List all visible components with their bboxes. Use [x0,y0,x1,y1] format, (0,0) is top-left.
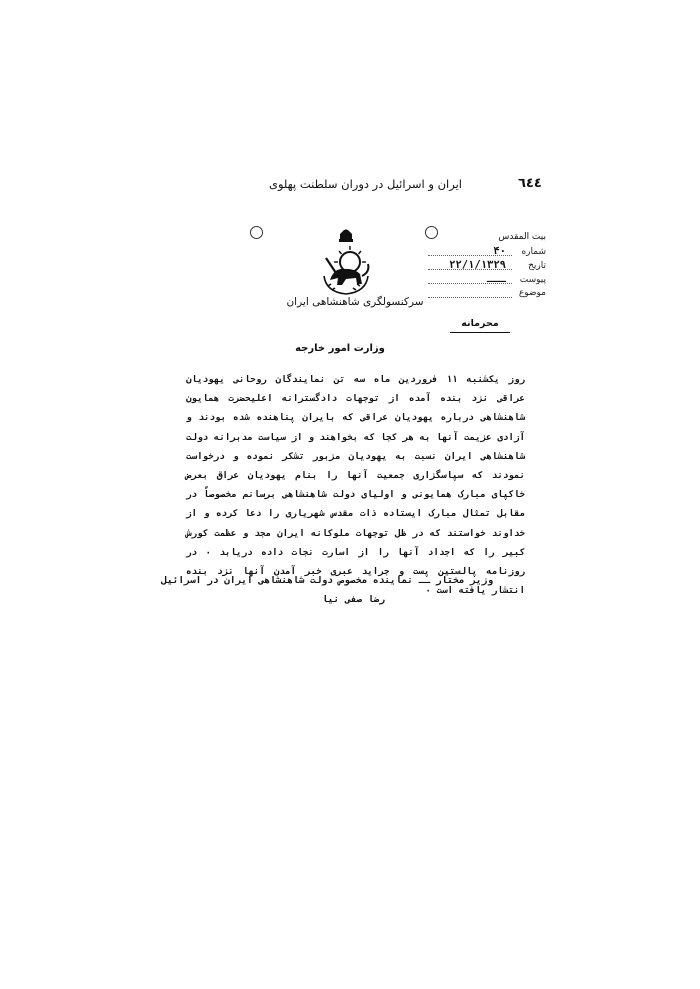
meta-subject-label: موضوع [518,288,546,298]
meta-number-value: ۴۰ [493,245,506,257]
meta-dotted-line [428,283,512,284]
consulate-name: سرکنسولگری شاهنشاهی ایران [286,296,424,308]
letter-body: روز یکشنبه ۱۱ فروردین ماه سه تن نمایندگان روحانی یهودیان عراقی نزد بنده آمده از توجهات دادگسترانه اعلیحضرت همایون شاهنشاهی درباره یهودیان عراقی که بایران پناهنده شده بودند و آزادی عزیمت آنها به هر کجا که بخواهند و از سیاست مدبرانه دولت شاهنشاهی ایران نسبت به یهودیان مزبور تشکر نموده و درخواست نمودند که سپاسگزاری جمعیت آنها را بنام یهودیان عراق بعرض خاکپای مبارک همایونی و اولیای دولت شاهنشاهی برسانم مخصوصاً در مقابل تمثال مبارک ایستاده ذات مقدس شهریاری را دعا کرده و از خداوند خواستند که در ظل توجهات ملوکانه ایران مجد و عظمت کورش کبیر را که اجداد آنها را از اسارت نجات داده دریابد ۰ در روزنامه پالستین پست و جراید عبری خبر آمدن آنها نزد بنده انتشار یافته است ۰ [186,374,525,597]
punch-hole-left [250,226,263,239]
addressee: وزارت امور خارجه [295,343,385,354]
meta-dotted-line [428,255,512,256]
page-header [0,174,700,198]
reference-block [428,230,546,300]
meta-date-value: ۲۲/۱/۱۳۲۹ [449,259,506,271]
meta-subject-row [428,286,546,300]
signatory-title: وزیر مختار ــ نماینده مخصوص دولت شاهنشاهی ایران در اسرائیل [161,575,493,586]
meta-dotted-line [428,269,512,270]
running-title: ایران و اسرائیل در دوران سلطنت پهلوی [268,177,462,191]
meta-number-label: شماره [521,247,546,257]
meta-city-row [428,230,546,244]
page-number: ٦٤٤ [518,176,542,191]
classification-stamp: محرمانه [450,318,510,333]
closing-block [161,571,493,609]
lion-and-sun-emblem [316,228,376,298]
meta-attachment-label: پیوست [519,275,546,285]
meta-date-label: تاریخ [528,261,546,271]
meta-attachment-row [428,272,546,286]
meta-dotted-line [428,297,512,298]
meta-date-row [428,258,546,272]
meta-attachment-value: ـــ [487,273,506,285]
meta-number-row [428,244,546,258]
meta-city: بیت المقدس [498,232,546,242]
signatory-name: رضا صفی نیا [322,594,385,605]
